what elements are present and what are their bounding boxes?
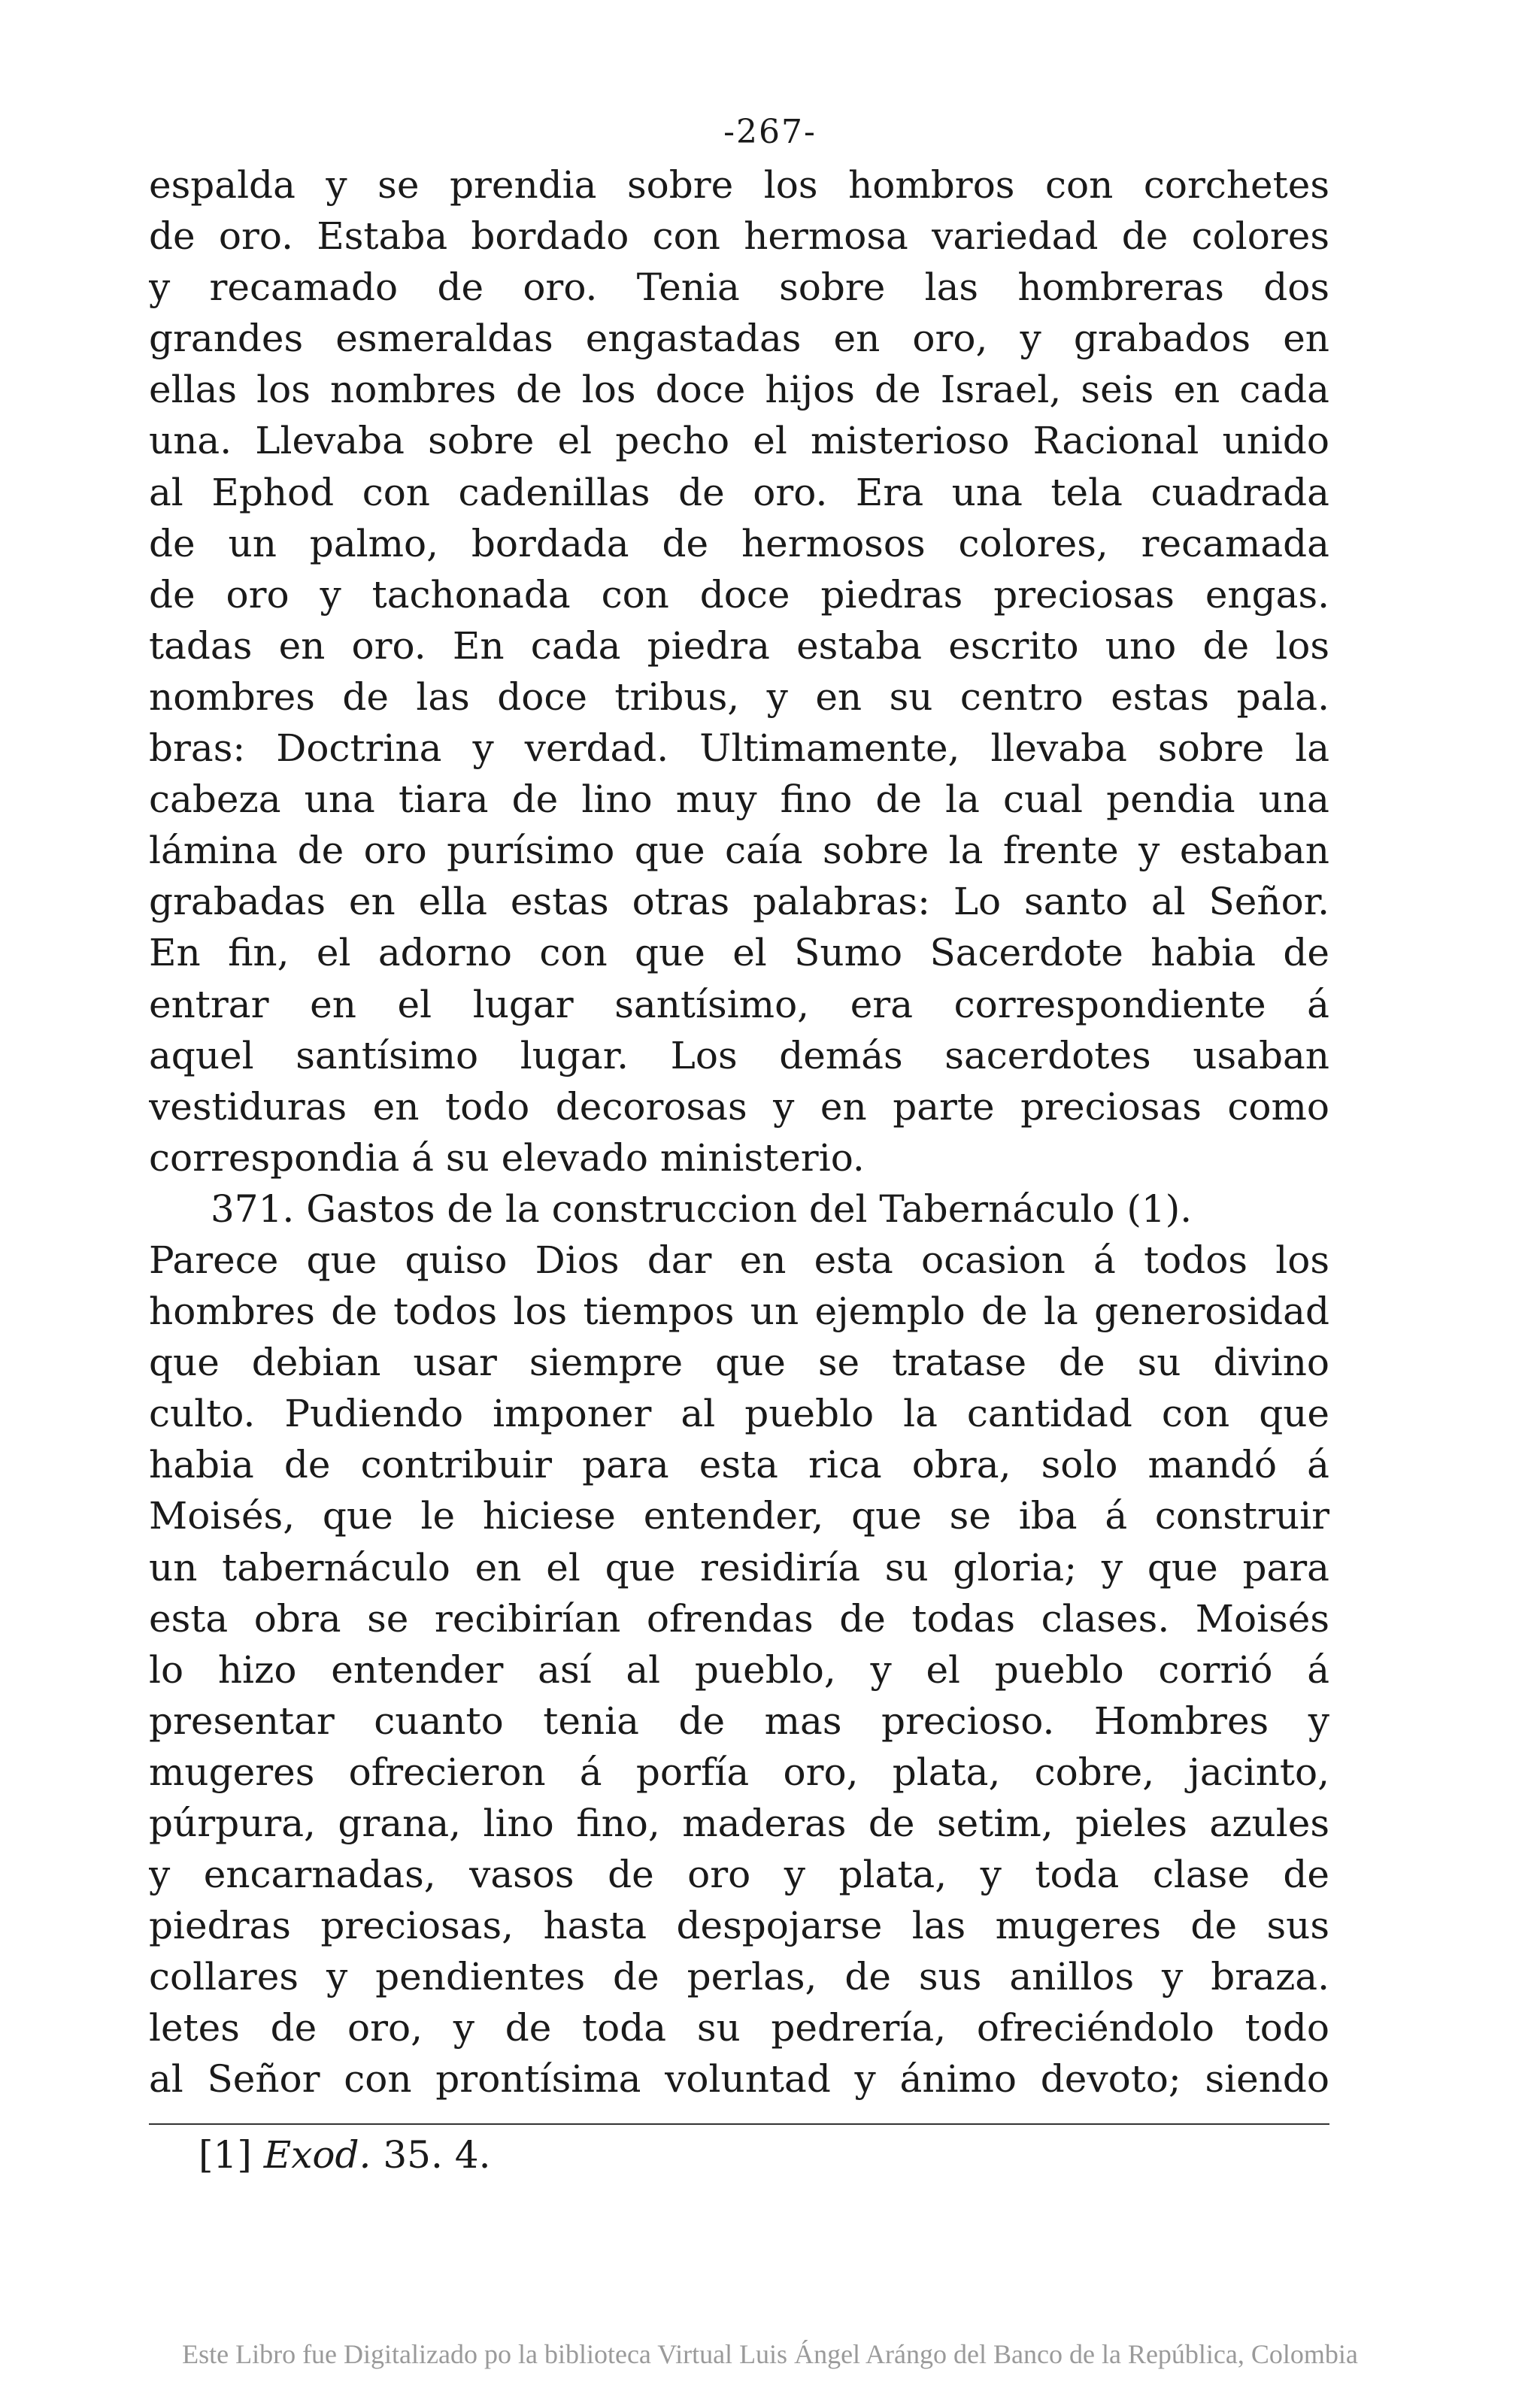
text-line: collares y pendientes de perlas, de sus anillos y braza. bbox=[149, 1955, 1329, 1999]
text-line: tadas en oro. En cada piedra estaba escrito uno de los bbox=[149, 623, 1329, 668]
text-line: mugeres ofrecieron á porfía oro, plata, cobre, jacinto, bbox=[149, 1750, 1329, 1794]
text-line: Parece que quiso Dios dar en esta ocasion á todos los bbox=[149, 1238, 1329, 1282]
text-line: grabadas en ella estas otras palabras: Lo santo al Señor. bbox=[149, 880, 1329, 924]
text-line: y recamado de oro. Tenia sobre las hombreras dos bbox=[149, 265, 1329, 310]
text-line: nombres de las doce tribus, y en su centro estas pala. bbox=[149, 674, 1329, 719]
footnote bbox=[199, 2129, 490, 2180]
text-line: entrar en el lugar santísimo, era correspondiente á bbox=[149, 982, 1329, 1026]
text-line: culto. Pudiendo imponer al pueblo la cantidad con que bbox=[149, 1392, 1329, 1436]
text-line: que debian usar siempre que se tratase de su divino bbox=[149, 1341, 1329, 1385]
text-line: bras: Doctrina y verdad. Ultimamente, llevaba sobre la bbox=[149, 726, 1329, 771]
text-line: lo hizo entender así al pueblo, y el pueblo corrió á bbox=[149, 1647, 1329, 1692]
text-line: vestiduras en todo decorosas y en parte preciosas como bbox=[149, 1084, 1329, 1129]
text-line: al Ephod con cadenillas de oro. Era una tela cuadrada bbox=[149, 470, 1329, 514]
body-text bbox=[149, 159, 1329, 2105]
text-line: de un palmo, bordada de hermosos colores, recamada bbox=[149, 521, 1329, 565]
text-line: cabeza una tiara de lino muy fino de la cual pendia una bbox=[149, 777, 1329, 822]
text-line: esta obra se recibirían ofrendas de todas clases. Moisés bbox=[149, 1596, 1329, 1641]
text-line: espalda y se prendia sobre los hombros con corchetes bbox=[149, 163, 1329, 207]
text-line: letes de oro, y de toda su pedrería, ofreciéndolo todo bbox=[149, 2006, 1329, 2050]
footnote-divider bbox=[149, 2123, 1329, 2125]
text-line: de oro y tachonada con doce piedras preciosas engas. bbox=[149, 572, 1329, 617]
text-line: púrpura, grana, lino fino, maderas de setim, pieles azules bbox=[149, 1802, 1329, 1845]
digitization-credit: Este Libro fue Digitalizado po la biblioteca Virtual Luis Ángel Arángo del Banco de la República, Colombia bbox=[182, 2339, 1358, 2369]
text-line: y encarnadas, vasos de oro y plata, y toda clase de bbox=[149, 1853, 1329, 1897]
section-heading: 371. Gastos de la construccion del Tabernáculo (1). bbox=[211, 1186, 1193, 1231]
text-line: un tabernáculo en el que residiría su gloria; y que para bbox=[149, 1545, 1329, 1589]
text-line: correspondia á su elevado ministerio. bbox=[149, 1135, 865, 1180]
text-line: grandes esmeraldas engastadas en oro, y grabados en bbox=[149, 317, 1329, 361]
text-line: aquel santísimo lugar. Los demás sacerdotes usaban bbox=[149, 1033, 1329, 1077]
text-line: lámina de oro purísimo que caía sobre la frente y estaban bbox=[149, 829, 1329, 873]
text-line: Moisés, que le hiciese entender, que se iba á construir bbox=[149, 1494, 1329, 1538]
text-line: de oro. Estaba bordado con hermosa variedad de colores bbox=[149, 214, 1329, 259]
text-line: una. Llevaba sobre el pecho el misterioso Racional unido bbox=[149, 419, 1329, 463]
footnote-reference: Exod. bbox=[263, 2133, 371, 2177]
text-line: al Señor con prontísima voluntad y ánimo devoto; siendo bbox=[149, 2057, 1329, 2102]
footnote-citation: 35. 4. bbox=[383, 2133, 491, 2177]
text-line: hombres de todos los tiempos un ejemplo de la generosidad bbox=[149, 1289, 1329, 1334]
text-line: habia de contribuir para esta rica obra, solo mandó á bbox=[149, 1443, 1329, 1487]
text-line: piedras preciosas, hasta despojarse las mugeres de sus bbox=[149, 1904, 1329, 1948]
text-line: presentar cuanto tenia de mas precioso. Hombres y bbox=[149, 1699, 1329, 1743]
page-number: -267- bbox=[723, 113, 817, 151]
text-line: ellas los nombres de los doce hijos de Israel, seis en cada bbox=[149, 368, 1329, 412]
text-line: En fin, el adorno con que el Sumo Sacerdote habia de bbox=[149, 931, 1329, 975]
footnote-marker: [1] bbox=[199, 2133, 252, 2177]
